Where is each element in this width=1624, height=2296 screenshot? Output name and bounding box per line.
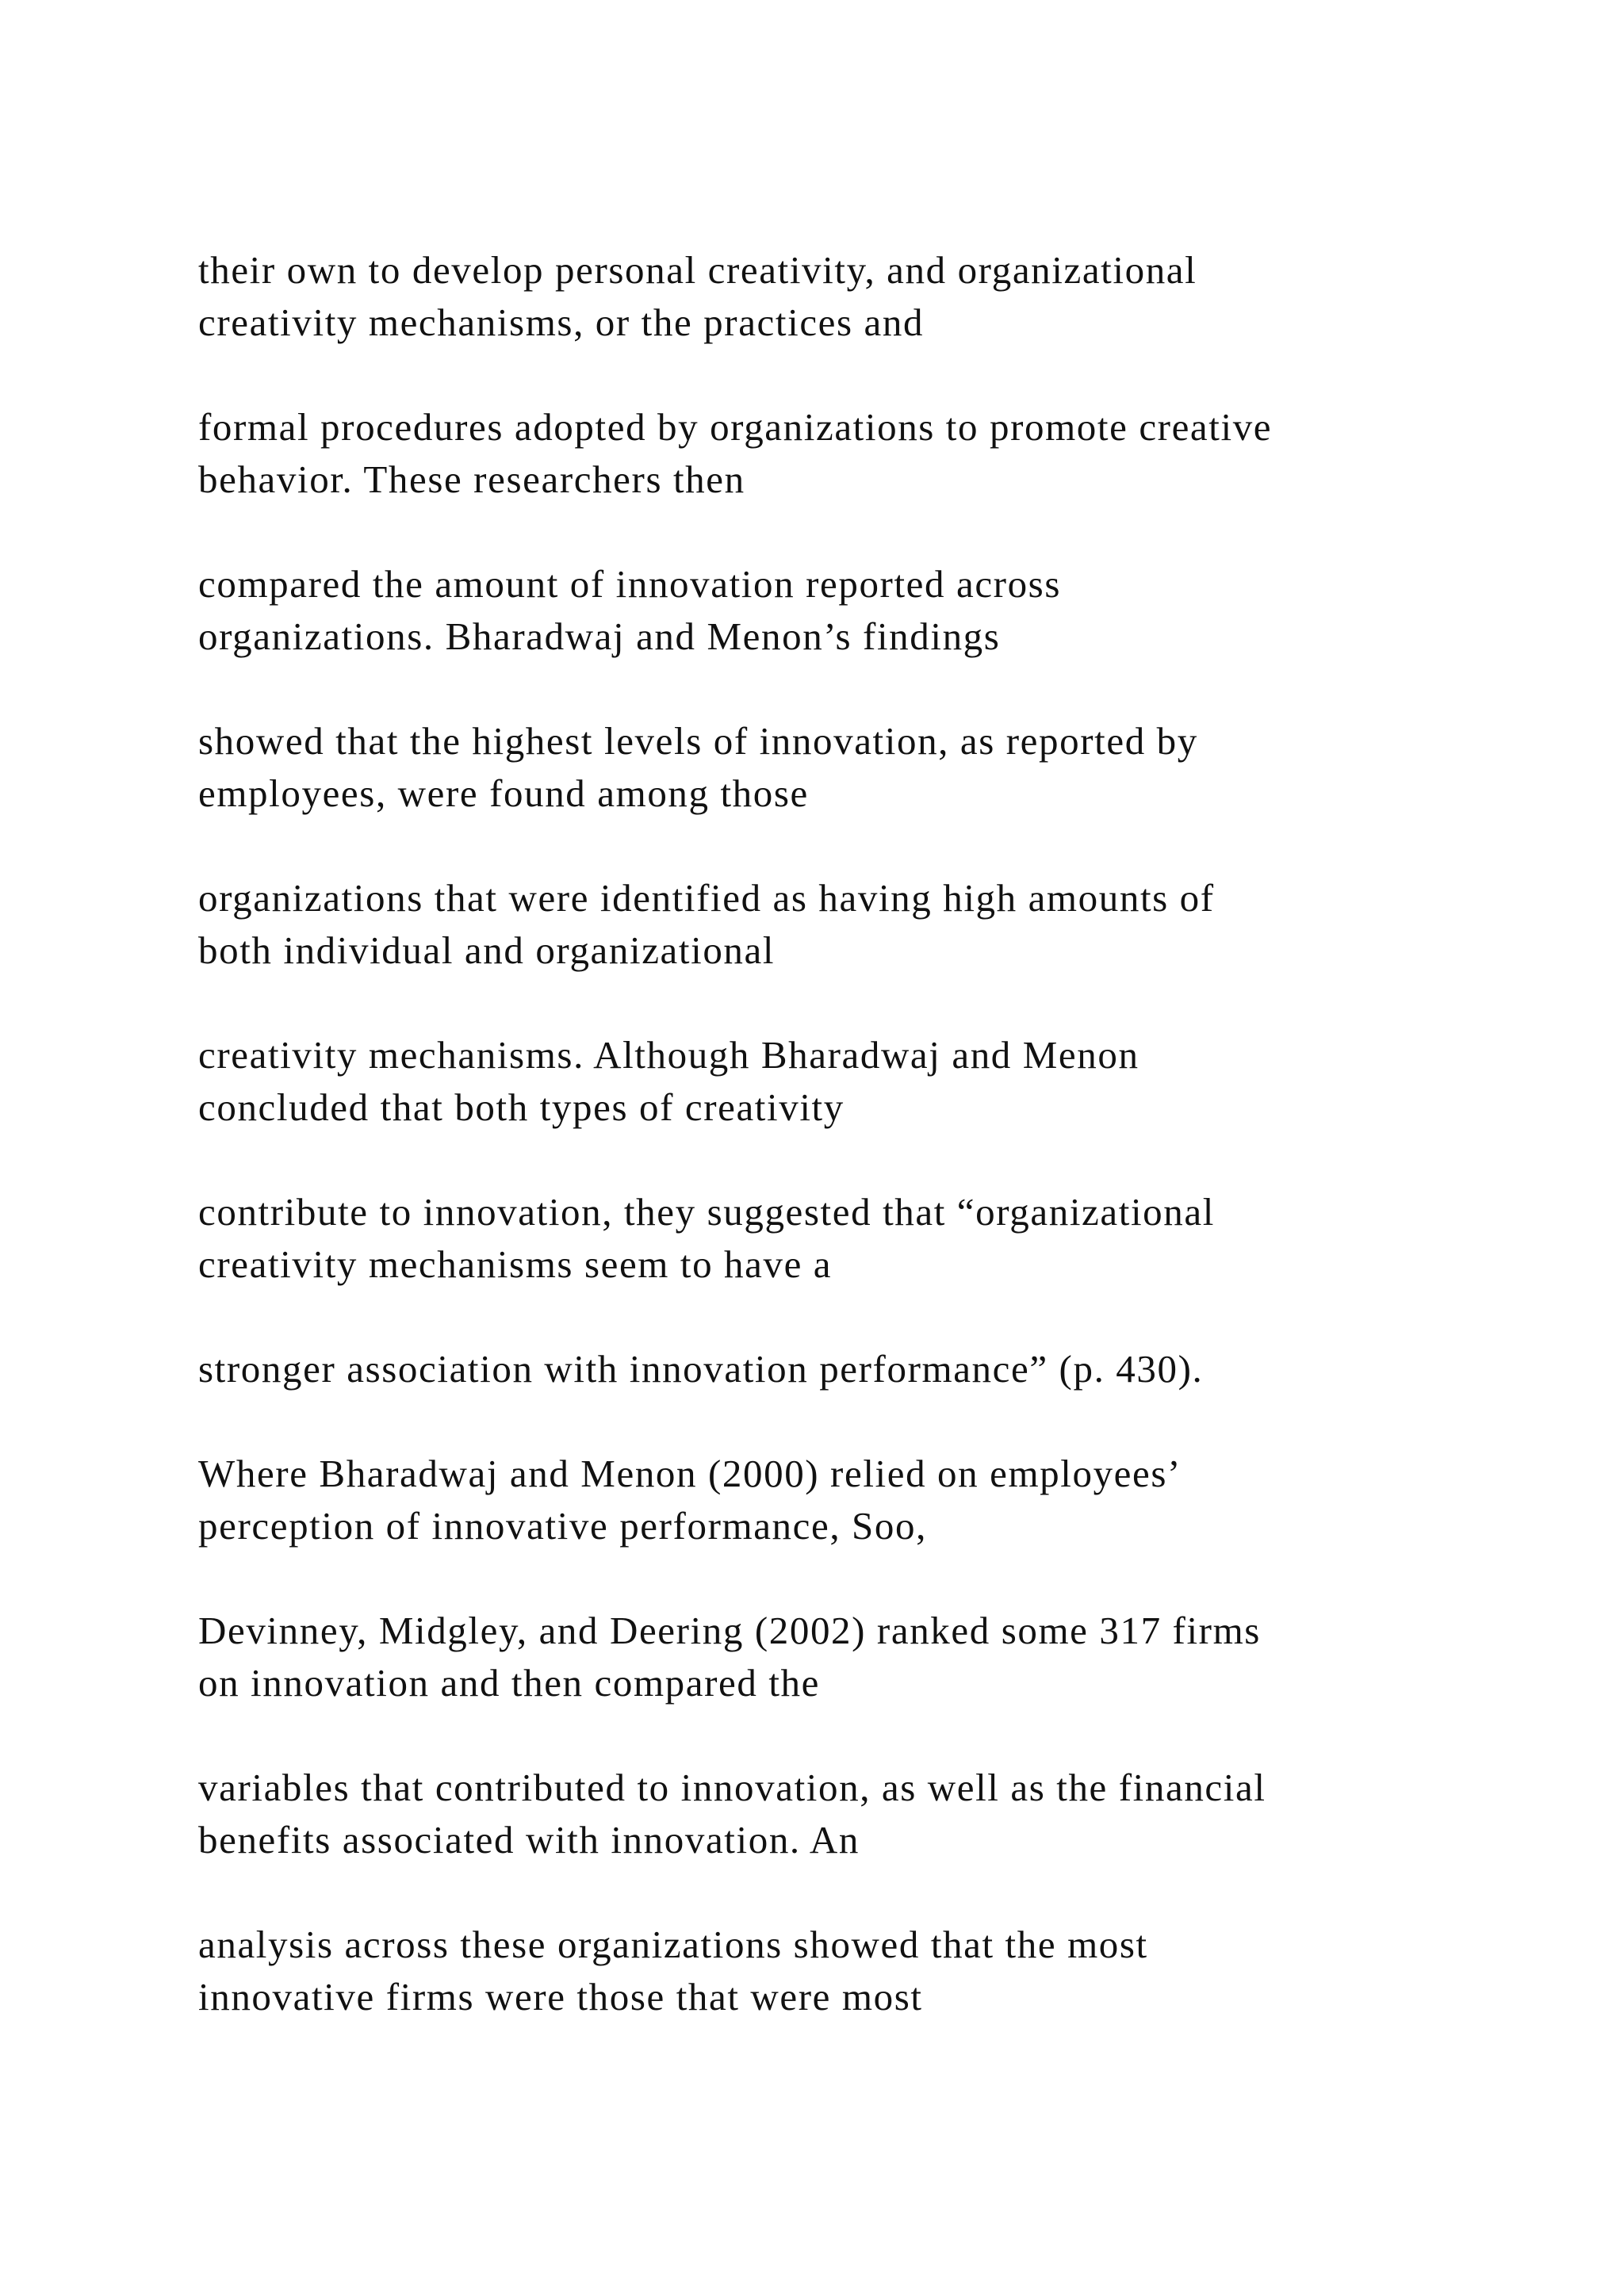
text-line: perception of innovative performance, Soo, [198,1504,927,1548]
text-line: compared the amount of innovation reported across [198,562,1062,606]
text-line: employees, were found among those [198,771,809,815]
text-line: stronger association with innovation performance” (p. 430). [198,1347,1204,1391]
text-line: formal procedures adopted by organizations to promote creative [198,405,1273,449]
text-line: Devinney, Midgley, and Deering (2002) ranked some 317 firms [198,1609,1261,1652]
text-line: innovative firms were those that were most [198,1975,923,2019]
text-line: variables that contributed to innovation, as well as the financial [198,1766,1266,1809]
text-line: concluded that both types of creativity [198,1085,845,1129]
paragraph [198,715,1546,820]
paragraph [198,1605,1546,1709]
paragraph [198,401,1546,506]
paragraph [198,558,1546,663]
paragraph [198,1186,1546,1291]
text-line: creativity mechanisms seem to have a [198,1242,833,1286]
text-line: their own to develop personal creativity, and organizational [198,248,1197,292]
paragraph [198,1762,1546,1866]
text-line: showed that the highest levels of innovation, as reported by [198,719,1198,763]
text-line: Where Bharadwaj and Menon (2000) relied on employees’ [198,1452,1182,1495]
text-line: benefits associated with innovation. An [198,1818,860,1862]
text-line: creativity mechanisms, or the practices and [198,300,925,344]
paragraph [198,872,1546,977]
text-line: on innovation and then compared the [198,1661,820,1705]
text-line: analysis across these organizations showed that the most [198,1923,1148,1966]
paragraph [198,244,1546,349]
paragraph [198,1448,1546,1552]
paragraph [198,1029,1546,1134]
text-line: creativity mechanisms. Although Bharadwaj and Menon [198,1033,1139,1077]
text-line: organizations that were identified as having high amounts of [198,876,1215,920]
text-line: behavior. These researchers then [198,457,745,501]
text-line: contribute to innovation, they suggested that “organizational [198,1190,1215,1234]
paragraph [198,1919,1546,2023]
paragraph [198,1343,1546,1395]
text-line: organizations. Bharadwaj and Menon’s findings [198,614,1001,658]
text-line: both individual and organizational [198,928,776,972]
document-body [198,244,1546,2076]
